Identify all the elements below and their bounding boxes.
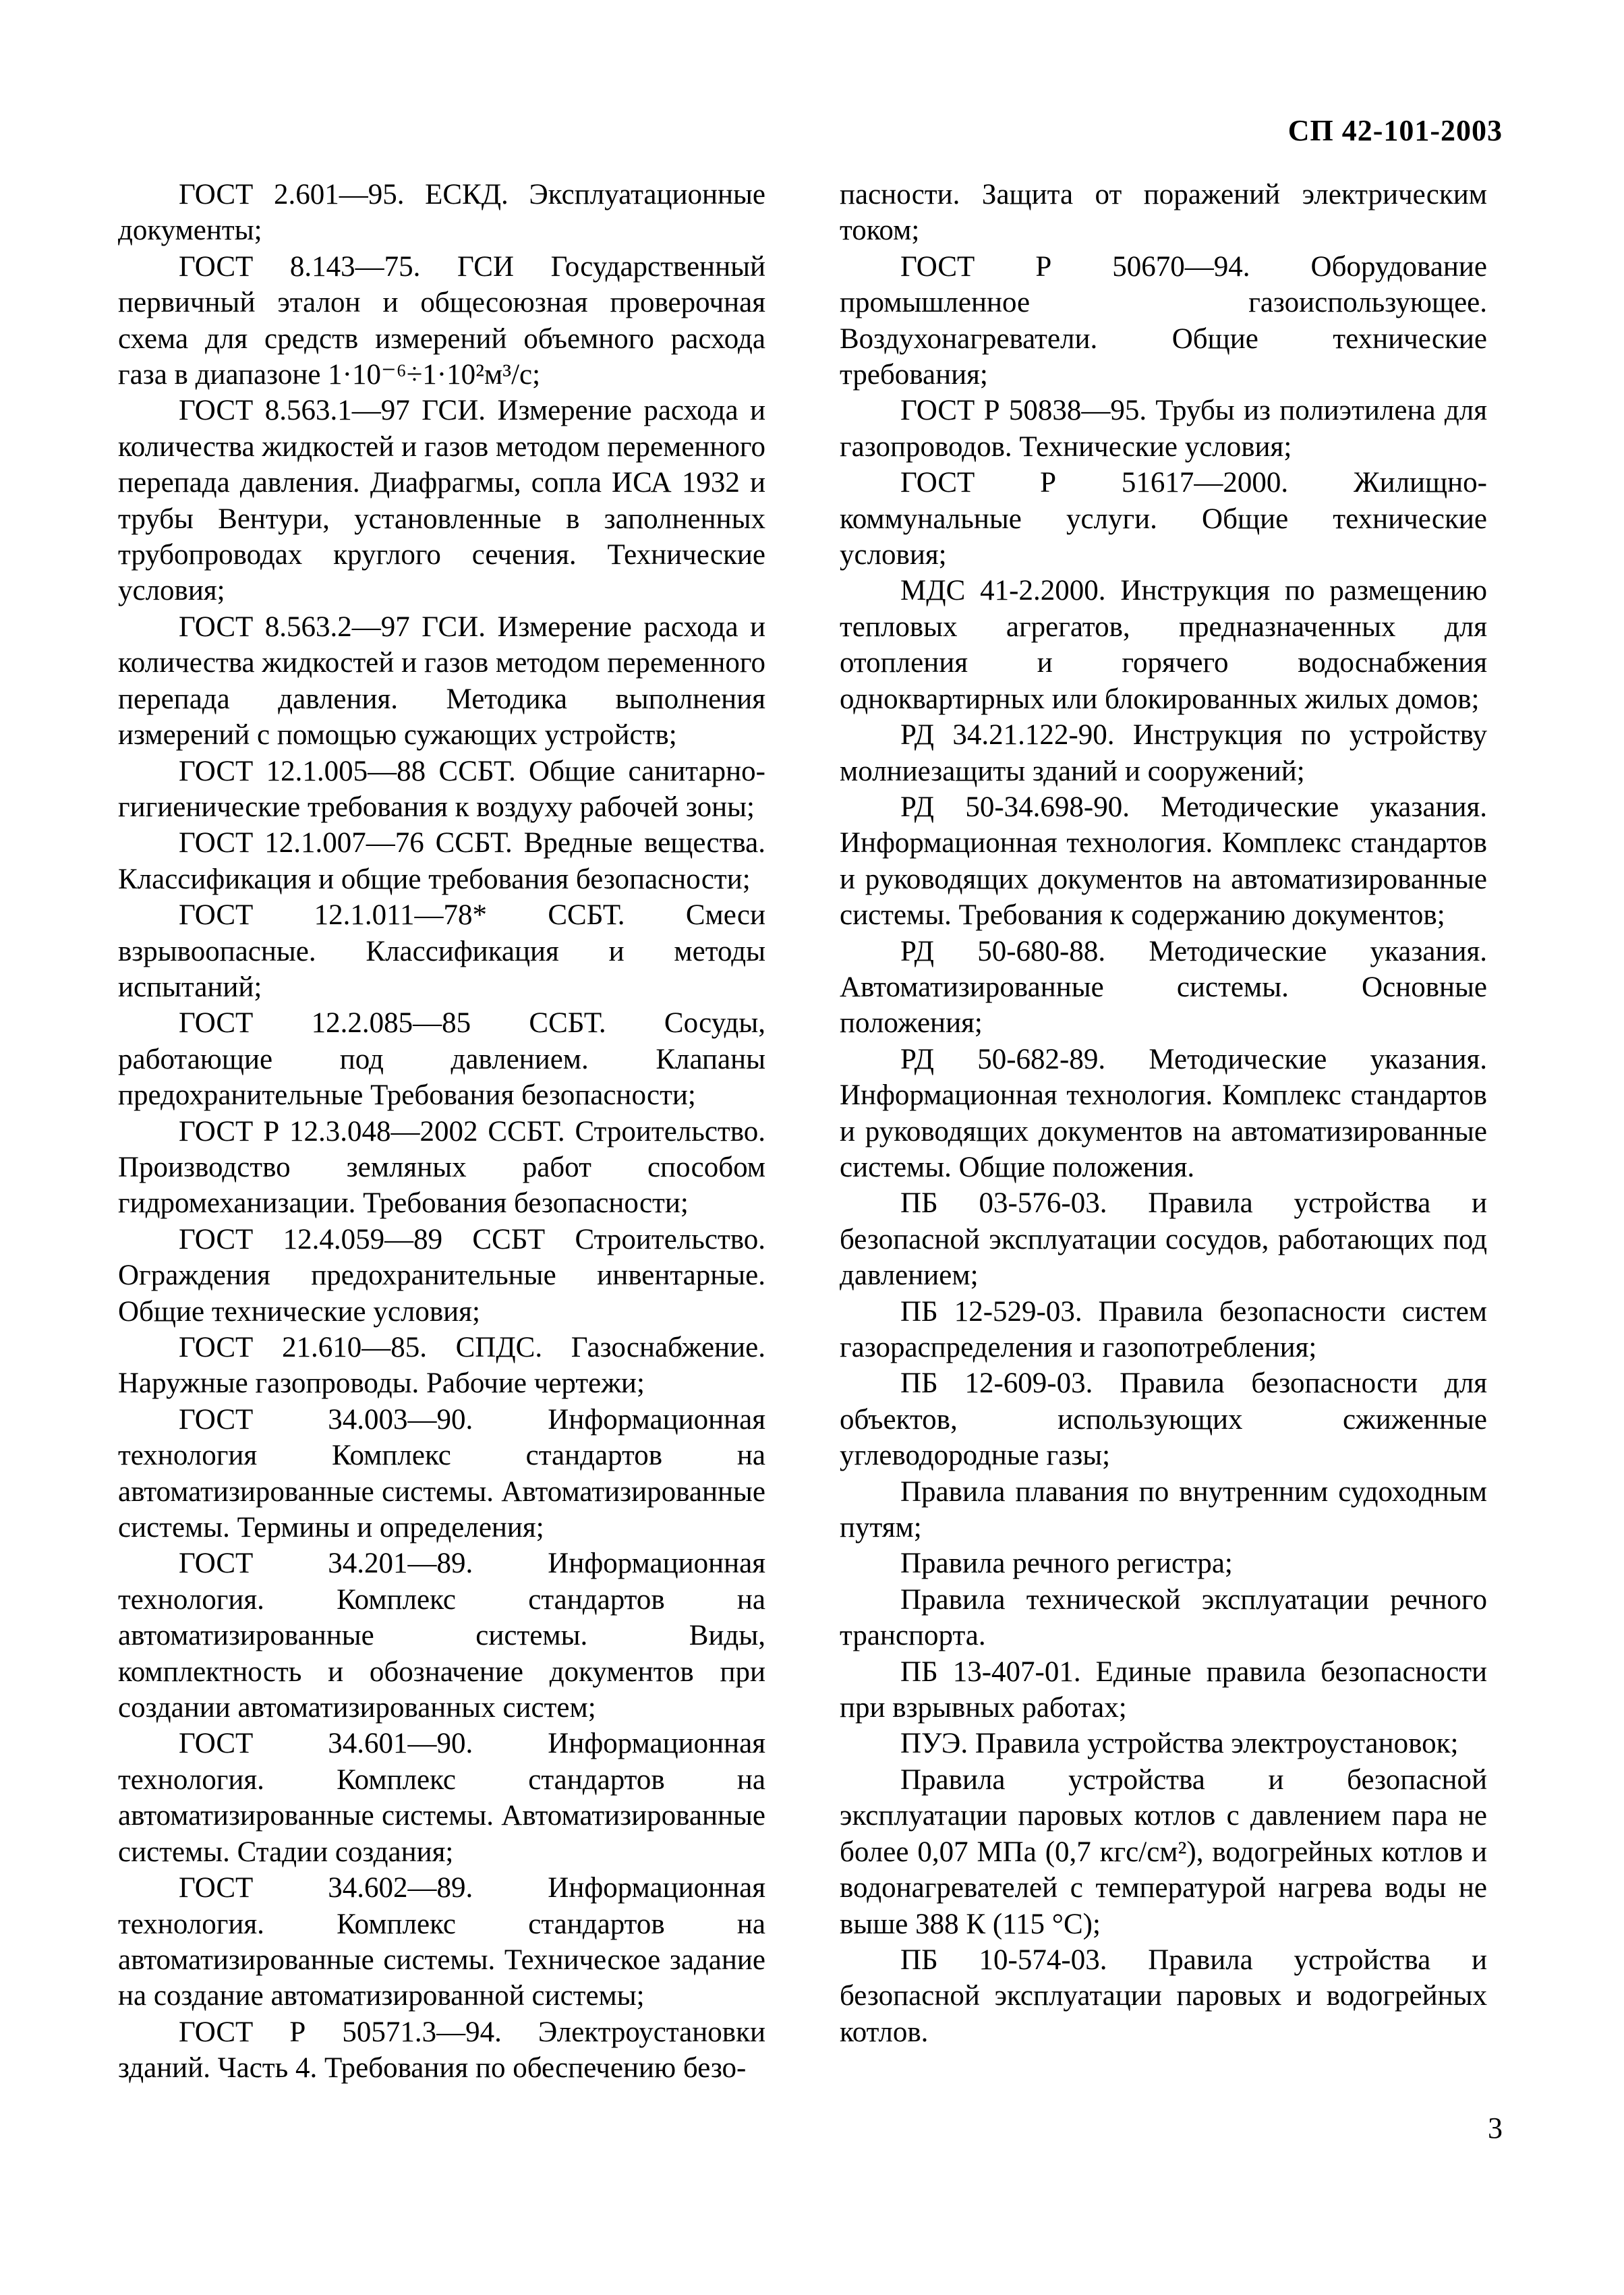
reference-entry: ГОСТ 12.1.005—88 ССБТ. Общие санитарно-гигиенические требования к воздуху рабочей зоны; [118,755,765,823]
reference-entry: ПБ 10-574-03. Правила устройства и безопасной эксплуатации паровых и водогрейных котлов. [840,1944,1487,2048]
left-column [118,177,765,2087]
reference-entry: Правила речного регистра; [900,1548,1233,1580]
document-code-header: СП 42-101-2003 [1287,114,1503,147]
reference-entry: Правила технической эксплуатации речного транспорта. [840,1583,1487,1652]
reference-entry: ГОСТ Р 50838—95. Трубы из полиэтилена для газопроводов. Технические условия; [840,395,1487,463]
reference-entry: ГОСТ 34.003—90. Информационная технология Комплекс стандартов на автоматизированные системы. Автоматизированные системы. Термины и определения; [118,1403,765,1544]
reference-entry-continuation: пасности. Защита от поражений электрическим током; [840,179,1487,247]
reference-entry: ПБ 03-576-03. Правила устройства и безопасной эксплуатации сосудов, работающих под давлением; [840,1187,1487,1292]
reference-entry: ГОСТ 12.1.011—78* ССБТ. Смеси взрывоопасные. Классификация и методы испытаний; [118,899,765,1003]
reference-entry: ГОСТ 8.563.1—97 ГСИ. Измерение расхода и количества жидкостей и газов методом переменного перепада давления. Диафрагмы, сопла ИСА 1932 и трубы Вентури, установленные в заполненных трубопроводах круглого сечения. Технические условия; [118,395,765,607]
reference-entry: ГОСТ 8.143—75. ГСИ Государственный первичный эталон и общесоюзная проверочная схема для средств измерений объемного расхода газа в диапазоне 1·10⁻⁶÷1·10²м³/с; [118,250,765,391]
reference-entry: ГОСТ Р 51617—2000. Жилищно-коммунальные услуги. Общие технические условия; [840,467,1487,571]
reference-entry: ГОСТ 34.201—89. Информационная технология. Комплекс стандартов на автоматизированные системы. Виды, комплектность и обозначение документов при создании автоматизированных систем; [118,1548,765,1724]
reference-entry: РД 34.21.122-90. Инструкция по устройству молниезащиты зданий и сооружений; [840,719,1487,787]
reference-entry: РД 50-680-88. Методические указания. Автоматизированные системы. Основные положения; [840,935,1487,1040]
reference-entry: ГОСТ 2.601—95. ЕСКД. Эксплуатационные документы; [118,179,765,247]
reference-entry: ГОСТ Р 12.3.048—2002 ССБТ. Строительство. Производство земляных работ способом гидромеханизации. Требования безопасности; [118,1115,765,1220]
reference-entry: ГОСТ 21.610—85. СПДС. Газоснабжение. Наружные газопроводы. Рабочие чертежи; [118,1332,765,1400]
reference-entry: ПУЭ. Правила устройства электроустановок; [900,1728,1459,1760]
reference-entry: ПБ 12-529-03. Правила безопасности систем газораспределения и газопотребления; [840,1295,1487,1363]
reference-entry: Правила плавания по внутренним судоходным путям; [840,1475,1487,1544]
reference-entry: РД 50-682-89. Методические указания. Информационная технология. Комплекс стандартов и руководящих документов на автоматизированные системы. Общие положения. [840,1043,1487,1183]
page-number: 3 [1488,2112,1503,2145]
reference-entry: МДС 41-2.2000. Инструкция по размещению тепловых агрегатов, предназначенных для отопления и горячего водоснабжения одноквартирных или блокированных жилых домов; [840,575,1487,715]
reference-entry: ГОСТ Р 50571.3—94. Электроустановки зданий. Часть 4. Требования по обеспечению безо- [118,2016,765,2085]
reference-entry: ГОСТ 12.2.085—85 ССБТ. Сосуды, работающие под давлением. Клапаны предохранительные Требования безопасности; [118,1007,765,1112]
reference-entry: РД 50-34.698-90. Методические указания. Информационная технология. Комплекс стандартов и руководящих документов на автоматизированные системы. Требования к содержанию документов; [840,791,1487,932]
reference-entry: Правила устройства и безопасной эксплуатации паровых котлов с давлением пара не более 0,07 МПа (0,7 кгс/см²), водогрейных котлов и водонагревателей с температурой нагрева воды не выше 388 К (115 °С); [840,1763,1487,1940]
reference-entry: ГОСТ 34.601—90. Информационная технология. Комплекс стандартов на автоматизированные системы. Автоматизированные системы. Стадии создания; [118,1728,765,1868]
reference-entry: ГОСТ 12.4.059—89 ССБТ Строительство. Ограждения предохранительные инвентарные. Общие технические условия; [118,1223,765,1328]
reference-entry: ГОСТ 12.1.007—76 ССБТ. Вредные вещества. Классификация и общие требования безопасности; [118,827,765,895]
reference-entry: ПБ 13-407-01. Единые правила безопасности при взрывных работах; [840,1655,1487,1724]
reference-entry: ПБ 12-609-03. Правила безопасности для объектов, использующих сжиженные углеводородные газы; [840,1367,1487,1472]
reference-entry: ГОСТ 34.602—89. Информационная технология. Комплекс стандартов на автоматизированные системы. Техническое задание на создание автоматизированной системы; [118,1872,765,2012]
reference-entry: ГОСТ Р 50670—94. Оборудование промышленное газоиспользующее. Воздухонагреватели. Общие технические требования; [840,250,1487,391]
right-column [840,177,1487,2050]
reference-entry: ГОСТ 8.563.2—97 ГСИ. Измерение расхода и количества жидкостей и газов методом переменного перепада давления. Методика выполнения измерений с помощью сужающих устройств; [118,611,765,752]
